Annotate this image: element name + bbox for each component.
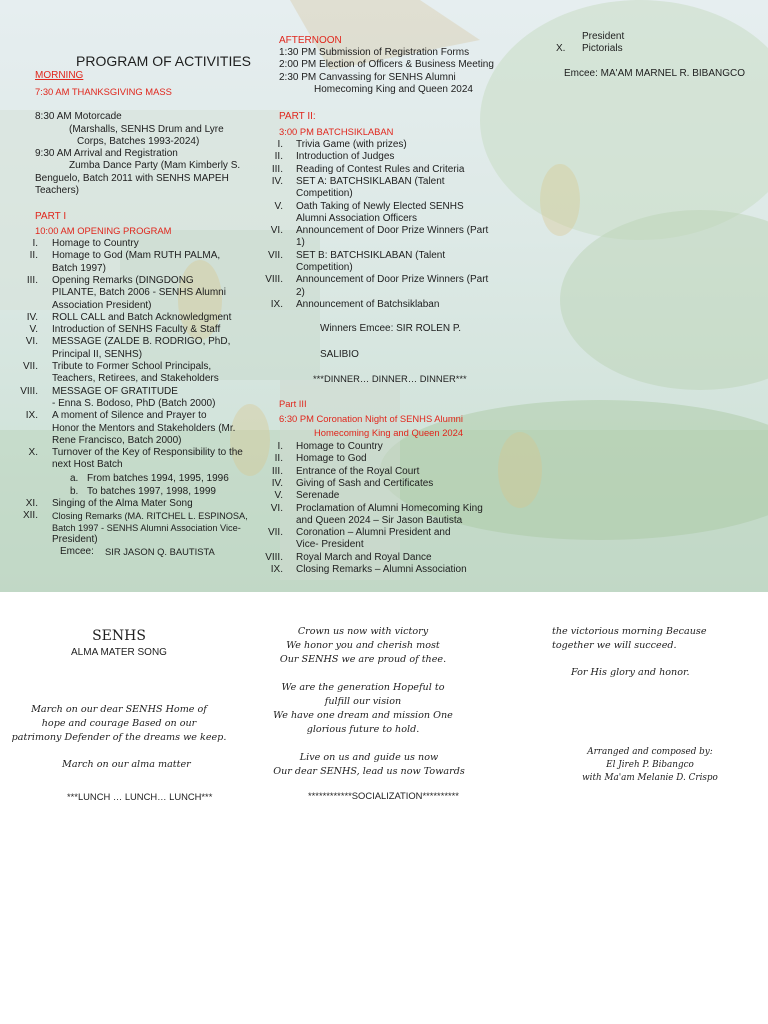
motorcade-detail-1: (Marshalls, SENHS Drum and Lyre [69, 124, 224, 135]
part2-item-number: V. [274, 200, 283, 212]
part1-item-text: Homage to Country [52, 238, 139, 249]
afternoon-schedule-item: 1:30 PM Submission of Registration Forms [279, 47, 470, 58]
part1-item-text: Principal II, SENHS) [52, 348, 143, 360]
part2-label: PART II: [279, 111, 316, 122]
part1-label: PART I [35, 211, 67, 222]
verse-4-line: Live on us and guide us now [299, 752, 439, 763]
motorcade-detail-2: Corps, Batches 1993-2024) [77, 136, 200, 147]
motorcade: 8:30 AM Motorcade [35, 111, 122, 122]
item-x-text: Pictorials [582, 43, 623, 54]
part3-item-text: Entrance of the Royal Court [296, 465, 420, 477]
part2-item-number: IV. [271, 175, 283, 187]
part1-item-text: Introduction of SENHS Faculty & Staff [52, 324, 221, 336]
item-xii-number: XII. [22, 510, 38, 521]
part2-item-number: IX. [270, 298, 283, 310]
part1-item-text: MESSAGE (ZALDE B. RODRIGO, PhD, [52, 336, 231, 348]
part2-item-text: Reading of Contest Rules and Criteria [296, 163, 465, 175]
part1-item-text: Turnover of the Key of Responsibility to the [52, 447, 243, 459]
part3-item-number: VIII. [265, 551, 283, 563]
part1-item-number: IV. [26, 311, 38, 323]
part1-item-text: next Host Batch [52, 459, 123, 471]
part1-item-number: III. [26, 274, 38, 286]
verse-2-line: Crown us now with victory [297, 626, 429, 637]
opening-program-title: 10:00 AM OPENING PROGRAM [35, 225, 172, 236]
verse-2-line: Our SENHS we are proud of thee. [279, 654, 447, 665]
verse-3-line: We are the generation Hopeful to [281, 682, 445, 693]
part1-item-number: V. [29, 324, 38, 336]
glory-line: For His glory and honor. [571, 667, 690, 678]
verse-2-line: We honor you and cherish most [286, 640, 440, 651]
part1-item-number: VI. [25, 336, 38, 348]
president-line: President [582, 31, 625, 42]
part2-item-number: I. [277, 139, 283, 150]
part1-item-text: PILANTE, Batch 2006 - SENHS Alumni [52, 287, 226, 299]
item-xi-text: Singing of the Alma Mater Song [52, 498, 193, 509]
part2-item-text: 1) [296, 237, 305, 249]
part1-item-number: IX. [25, 410, 38, 422]
part1-item-number: II. [29, 250, 38, 262]
zumba-line-3: Teachers) [35, 185, 79, 196]
afternoon-label: AFTERNOON [279, 35, 342, 46]
thanksgiving-mass: 7:30 AM THANKSGIVING MASS [35, 86, 172, 97]
part3-item-text: Homage to God [296, 453, 367, 465]
part3-item-text: Royal March and Royal Dance [296, 551, 432, 563]
closing-emcee: Emcee: MA'AM MARNEL R. BIBANGCO [564, 68, 746, 79]
afternoon-schedule-item: 2:00 PM Election of Officers & Business Meeting [279, 59, 494, 71]
lunch-note: ***LUNCH … LUNCH… LUNCH*** [67, 791, 213, 802]
part3-item-number: I. [277, 441, 283, 452]
part3-item-text: and Queen 2024 – Sir Jason Bautista [296, 514, 463, 526]
part2-item-text: Announcement of Door Prize Winners (Part [296, 225, 489, 237]
part1-item-number: I. [32, 238, 38, 249]
credit-line: with Ma'am Melanie D. Crispo [582, 773, 718, 783]
part1-item-text: Opening Remarks (DINGDONG [52, 274, 194, 286]
part3-item-text: Coronation – Alumni President and [296, 527, 451, 539]
credit-line: Arranged and composed by: [587, 747, 713, 757]
schedule-continuation: Homecoming King and Queen 2024 [314, 84, 473, 95]
winners-emcee-surname: SALIBIO [320, 349, 359, 360]
march-line: March on our alma matter [62, 759, 191, 770]
morning-label: MORNING [35, 70, 84, 81]
item-x-number: X. [556, 43, 566, 54]
part2-item-text: Trivia Game (with prizes) [296, 139, 407, 150]
part3-item-number: V. [274, 490, 283, 502]
sub-b-letter: b. [70, 486, 79, 497]
part2-item-text: Oath Taking of Newly Elected SENHS [296, 200, 464, 212]
item-xii-line-1: Closing Remarks (MA. RITCHEL L. ESPINOSA, [52, 511, 248, 521]
song-subtitle: ALMA MATER SONG [71, 647, 167, 658]
part3-item-number: IX. [270, 564, 283, 575]
part2-title: 3:00 PM BATCHSIKLABAN [279, 126, 394, 137]
part2-item-number: VI. [270, 225, 283, 237]
part2-item-text: Announcement of Door Prize Winners (Part [296, 274, 489, 286]
credit-line: El Jireh P. Bibangco [606, 760, 694, 770]
part3-item-number: II. [274, 453, 283, 465]
part1-item-text: Honor the Mentors and Stakeholders (Mr. [52, 422, 236, 434]
part3-label: Part III [279, 398, 307, 409]
afternoon-schedule-item: 2:30 PM Canvassing for SENHS Alumni [279, 71, 456, 83]
winners-emcee: Winners Emcee: SIR ROLEN P. [320, 323, 461, 334]
part1-item-text: Teachers, Retirees, and Stakeholders [52, 373, 219, 385]
part3-item-text: Giving of Sash and Certificates [296, 477, 434, 489]
verse-1-line: patrimony Defender of the dreams we keep. [11, 732, 227, 743]
part2-item-text: Introduction of Judges [296, 151, 395, 163]
part1-item-number: VII. [22, 361, 38, 372]
verse-1-line: March on our dear SENHS Home of [31, 704, 207, 715]
sub-a-text: From batches 1994, 1995, 1996 [87, 473, 229, 484]
part2-item-number: II. [274, 151, 283, 163]
part3-item-text: Proclamation of Alumni Homecoming King [296, 502, 483, 514]
part2-item-text: Announcement of Batchsiklaban [296, 298, 440, 310]
part1-item-text: Batch 1997) [52, 262, 106, 274]
part1-item-text: Association President) [52, 299, 152, 311]
item-xii-line-2: Batch 1997 - SENHS Alumni Association Vice- [52, 523, 241, 533]
verse-3-line: We have one dream and mission One [273, 710, 453, 721]
item-xii-line-3: President) [52, 534, 98, 545]
part3-item-text: Closing Remarks – Alumni Association [296, 564, 467, 575]
verse-5-line: the victorious morning Because [552, 626, 707, 637]
part3-item-text: Serenade [296, 490, 340, 502]
part1-item-text: A moment of Silence and Prayer to [52, 410, 207, 422]
part3-item-number: IV. [271, 477, 283, 489]
part2-item-number: VIII. [265, 274, 283, 286]
socialization-note: ************SOCIALIZATION********** [308, 790, 459, 801]
part1-item-text: Homage to God (Mam RUTH PALMA, [52, 250, 221, 262]
part1-item-text: Rene Francisco, Batch 2000) [52, 434, 182, 446]
part3-item-number: VII. [267, 527, 283, 539]
part3-title-2: Homecoming King and Queen 2024 [314, 427, 464, 438]
part2-item-text: SET B: BATCHSIKLABAN (Talent [296, 249, 446, 261]
part2-item-text: Competition) [296, 262, 353, 273]
part2-item-number: III. [271, 163, 283, 175]
zumba-line-2: Benguelo, Batch 2011 with SENHS MAPEH [35, 173, 229, 184]
part2-item-text: SET A: BATCHSIKLABAN (Talent [296, 175, 445, 187]
item-xi-number: XI. [25, 498, 38, 509]
part3-item-text: Vice- President [296, 539, 364, 551]
verse-1-line: hope and courage Based on our [41, 718, 197, 729]
sub-b-text: To batches 1997, 1998, 1999 [87, 486, 216, 497]
part3-item-number: III. [271, 465, 283, 477]
part1-item-text: MESSAGE OF GRATITUDE [52, 385, 178, 397]
dinner-note: ***DINNER… DINNER… DINNER*** [313, 373, 467, 384]
part2-item-number: VII. [267, 249, 283, 261]
emcee-label: Emcee: [60, 546, 94, 557]
arrival-registration: 9:30 AM Arrival and Registration [35, 148, 178, 159]
part1-item-text: - Enna S. Bodoso, PhD (Batch 2000) [52, 397, 216, 409]
part3-item-number: VI. [270, 502, 283, 514]
sub-a-letter: a. [70, 473, 79, 484]
part2-item-text: Competition) [296, 188, 353, 200]
part2-item-text: Alumni Association Officers [296, 212, 417, 224]
part1-item-text: ROLL CALL and Batch Acknowledgment [52, 311, 232, 323]
zumba-line-1: Zumba Dance Party (Mam Kimberly S. [69, 160, 241, 171]
part1-item-number: X. [28, 447, 38, 459]
part3-title: 6:30 PM Coronation Night of SENHS Alumni [279, 413, 463, 424]
part1-item-text: Tribute to Former School Principals, [52, 361, 212, 372]
verse-5-line: together we will succeed. [552, 640, 677, 651]
program-title: PROGRAM OF ACTIVITIES [76, 53, 252, 69]
emcee-name: SIR JASON Q. BAUTISTA [105, 546, 215, 557]
part1-item-number: VIII. [20, 385, 38, 397]
verse-4-line: Our dear SENHS, lead us now Towards [273, 766, 465, 777]
verse-3-line: fulfill our vision [324, 696, 402, 707]
song-school-name: SENHS [92, 628, 146, 644]
part2-item-text: 2) [296, 286, 305, 298]
verse-3-line: glorious future to hold. [306, 724, 420, 735]
part3-item-text: Homage to Country [296, 441, 383, 452]
